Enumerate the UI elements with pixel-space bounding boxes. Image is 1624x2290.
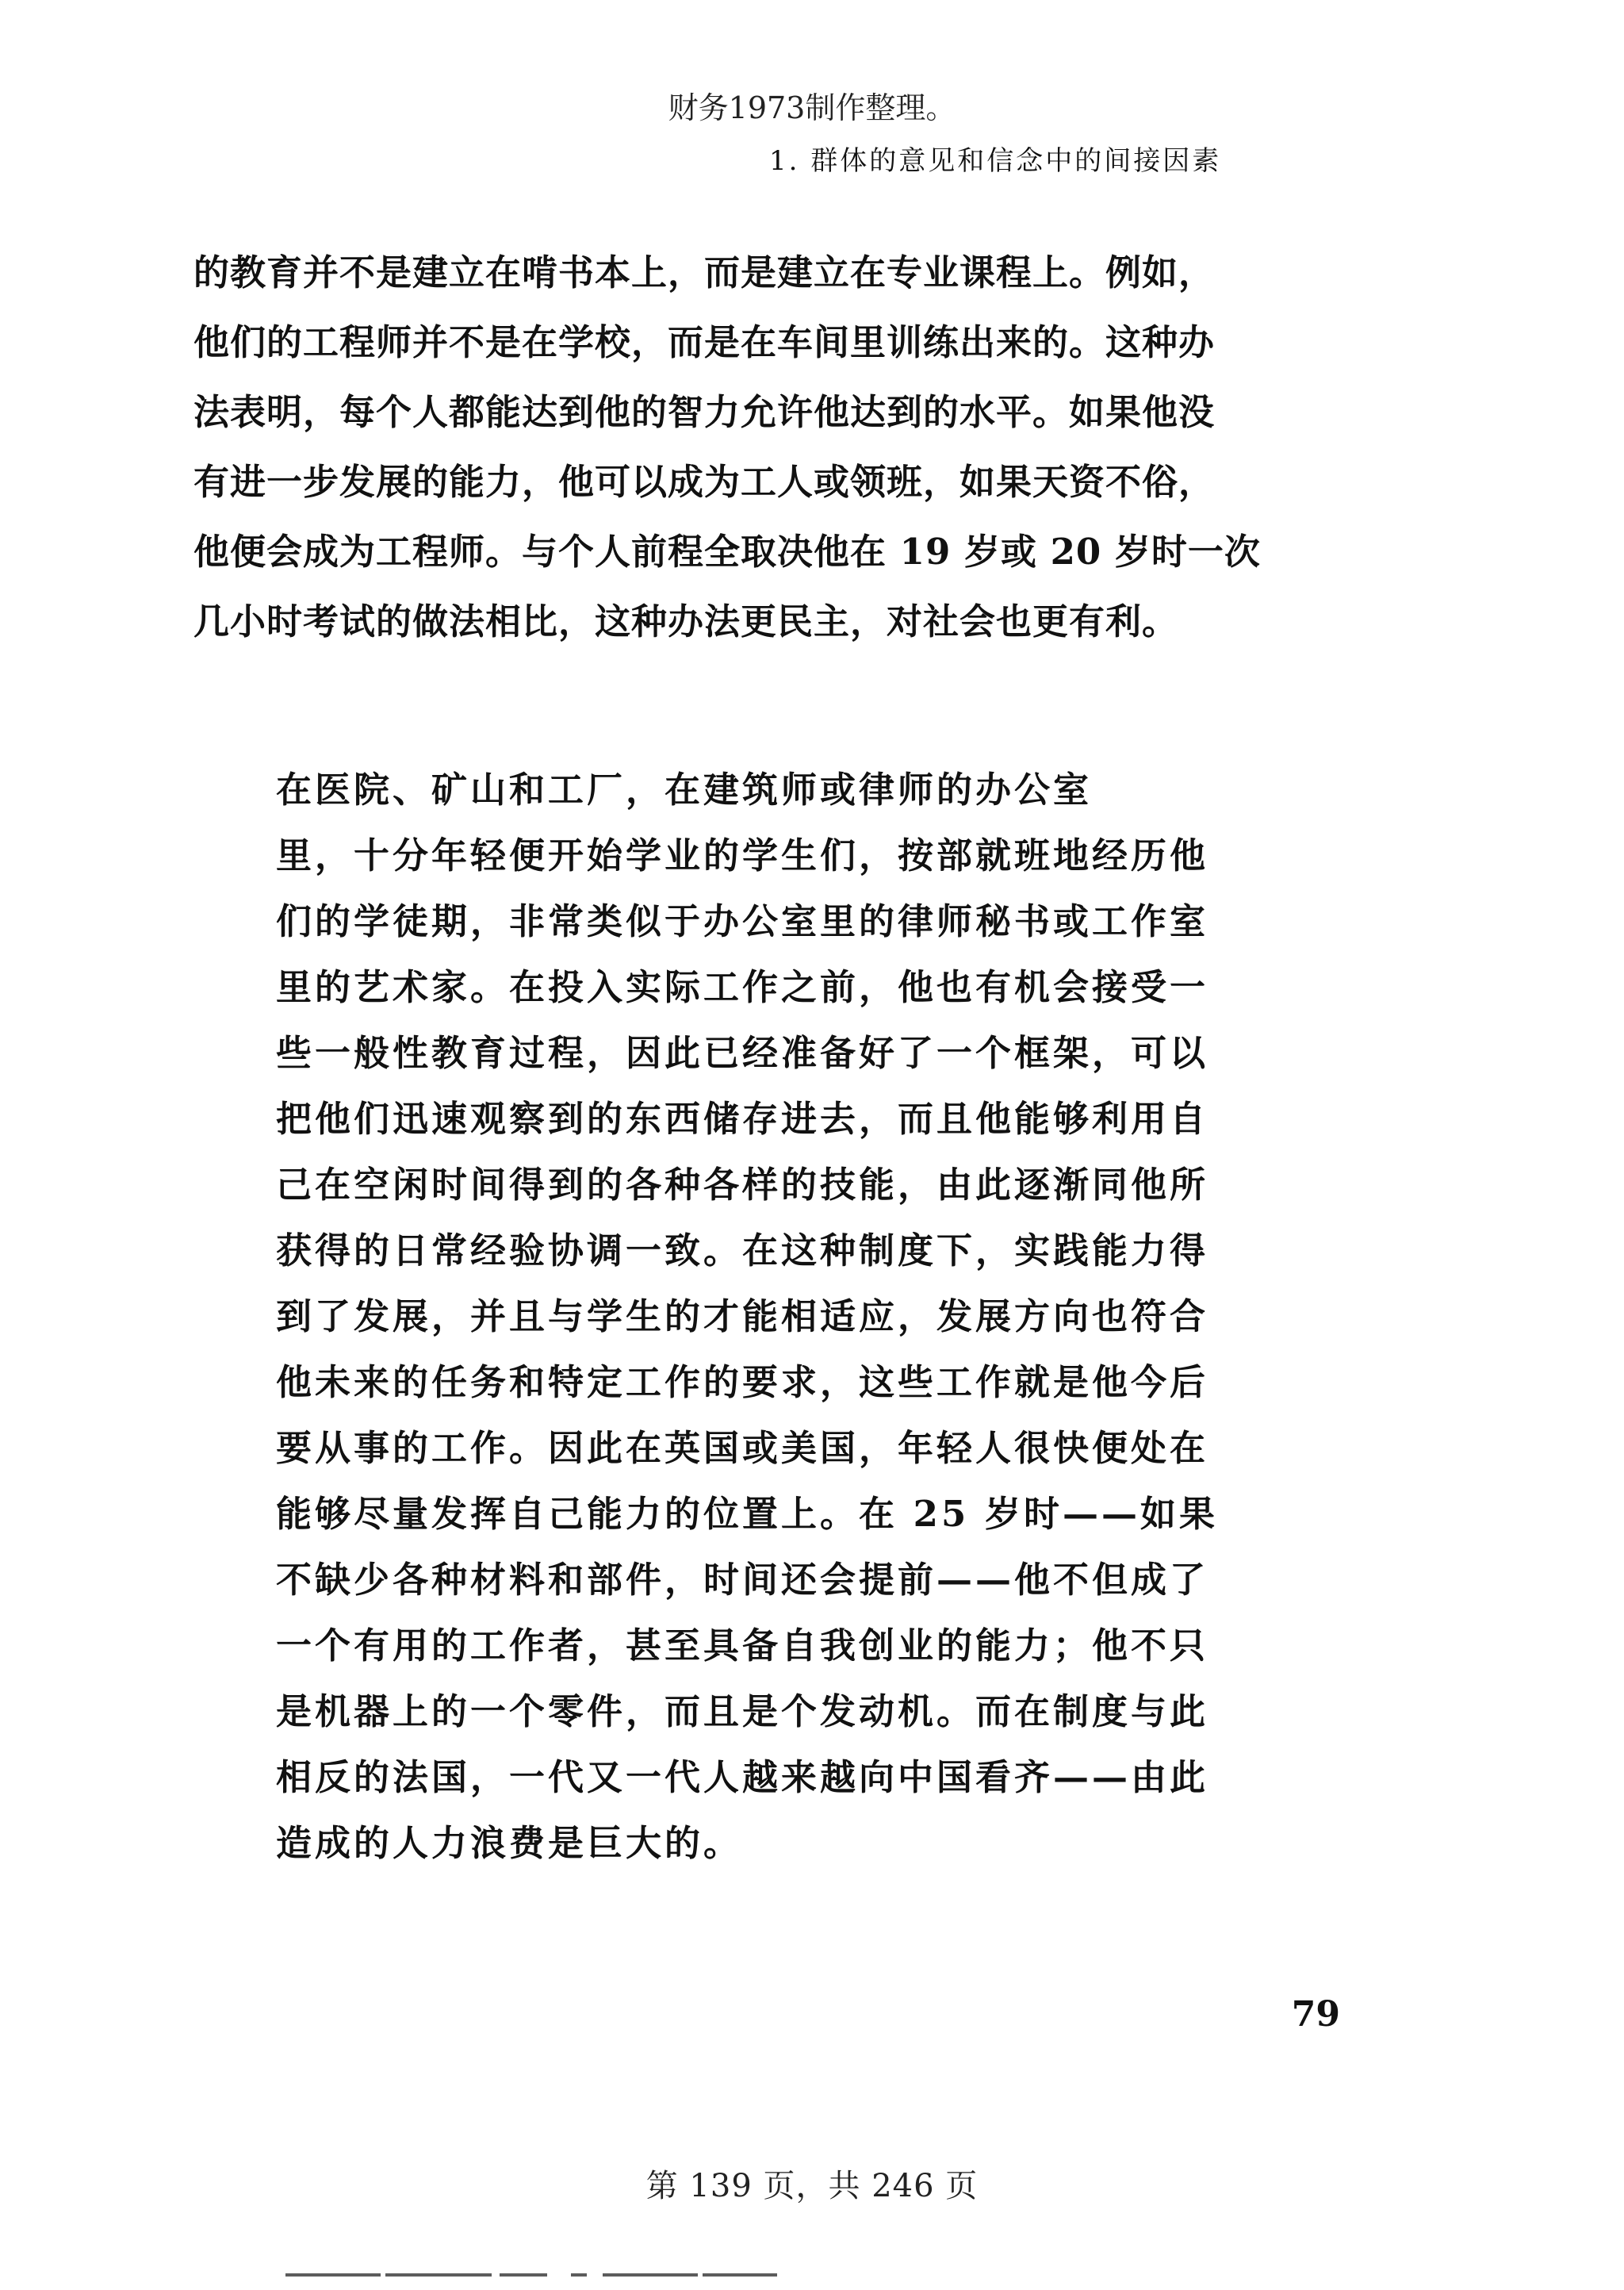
quote-line: 把他们迅速观察到的东西储存进去，而且他能够利用自 xyxy=(276,1098,1209,1140)
running-header: 1. 群体的意见和信念中的间接因素 xyxy=(769,145,1222,177)
quote-line: 他未来的任务和特定工作的要求，这些工作就是他今后 xyxy=(276,1361,1209,1403)
quote-line: 获得的日常经验协调一致。在这种制度下，实践能力得 xyxy=(276,1229,1209,1272)
body-line: 法表明，每个人都能达到他的智力允许他达到的水平。如果他没 xyxy=(193,391,1216,433)
quote-line: 造成的人力浪费是巨大的。 xyxy=(276,1822,743,1864)
quote-line: 相反的法国，一代又一代人越来越向中国看齐——由此 xyxy=(276,1756,1209,1798)
quote-line: 在医院、矿山和工厂，在建筑师或律师的办公室 xyxy=(276,769,1093,811)
page-footer: 第 139 页，共 246 页 xyxy=(645,2168,979,2204)
quote-line: 们的学徒期，非常类似于办公室里的律师秘书或工作室 xyxy=(276,900,1209,942)
quote-line: 到了发展，并且与学生的才能相适应，发展方向也符合 xyxy=(276,1295,1209,1337)
block-quote xyxy=(276,757,1275,1876)
page-number: 79 xyxy=(1291,1994,1340,2035)
body-line: 有进一步发展的能力，他可以成为工人或领班，如果天资不俗， xyxy=(193,461,1216,503)
body-line: 他们的工程师并不是在学校，而是在车间里训练出来的。这种办 xyxy=(193,321,1216,363)
body-line: 的教育并不是建立在啃书本上，而是建立在专业课程上。例如， xyxy=(193,251,1216,293)
scan-artifact xyxy=(285,2273,777,2277)
quote-line: 己在空闲时间得到的各种各样的技能，由此逐渐同他所 xyxy=(276,1164,1209,1206)
quote-line: 要从事的工作。因此在英国或美国，年轻人很快便处在 xyxy=(276,1427,1209,1469)
body-line: 几小时考试的做法相比，这种办法更民主，对社会也更有利。 xyxy=(193,600,1179,643)
quote-line: 是机器上的一个零件，而且是个发动机。而在制度与此 xyxy=(276,1690,1209,1732)
quote-line: 些一般性教育过程，因此已经准备好了一个框架，可以 xyxy=(276,1032,1209,1074)
quote-line: 里的艺术家。在投入实际工作之前，他也有机会接受一 xyxy=(276,966,1209,1008)
body-paragraph xyxy=(193,238,1371,657)
body-line: 他便会成为工程师。与个人前程全取决他在 19 岁或 20 岁时一次 xyxy=(193,531,1261,573)
watermark-text: 财务1973制作整理。 xyxy=(668,90,956,125)
quote-line: 一个有用的工作者，甚至具备自我创业的能力；他不只 xyxy=(276,1624,1209,1667)
quote-line: 不缺少各种材料和部件，时间还会提前——他不但成了 xyxy=(276,1559,1209,1601)
quote-line: 里，十分年轻便开始学业的学生们，按部就班地经历他 xyxy=(276,834,1209,876)
quote-line: 能够尽量发挥自己能力的位置上。在 25 岁时——如果 xyxy=(276,1493,1218,1535)
